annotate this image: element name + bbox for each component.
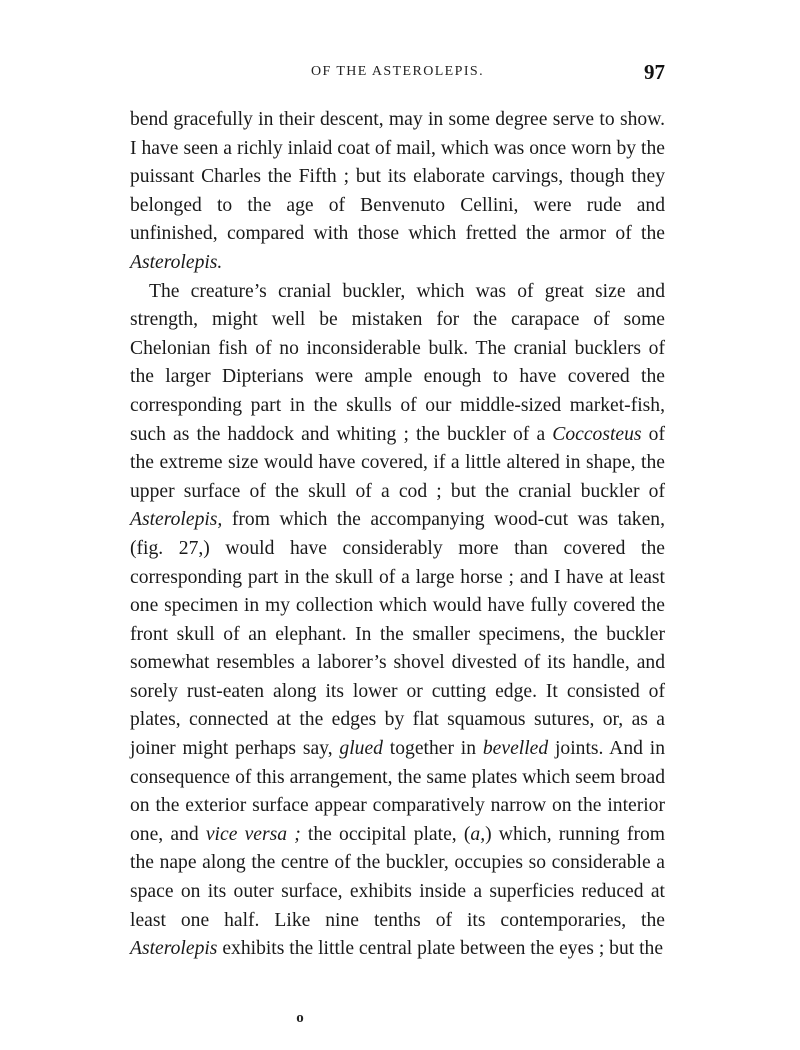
italic-text: a, — [470, 823, 486, 845]
text-run: ) which, running from the nape along the centre of the buckler, occupies so considerable a space on its outer surface, exhibits inside a superficies reduced at least one half. Like nine tenths of its contemporaries, the — [130, 823, 666, 931]
text-run: joints. And in consequence of this arrangement, the same plates which seem broad on the exterior surface appear comparatively narrow on the interior one, and — [130, 738, 665, 845]
italic-text: Coccosteus — [552, 423, 642, 445]
italic-text: Asterolepis. — [130, 251, 223, 273]
running-head: OF THE ASTEROLEPIS. — [311, 64, 484, 79]
text-run: bend gracefully in their descent, may in some degree serve to show. I have seen a richly inlaid coat of mail, which was once worn by the puissant Charles the Fifth ; but its elaborate carvings, though they belonged to the age of Benvenuto Cellini, were rude and unfinished, compared with those which fretted the armor of the — [130, 109, 665, 245]
text-run: from which the accompanying wood-cut was taken, (fig. 27,) would have considerably more than covered the corresponding part in the skull of a large horse ; and I have at least one specimen in my collection which would have fully covered the front skull of an elephant. In the smaller specimens, the buckler somewhat resembles a laborer’s shovel divested of its handle, and sorely rust-eaten along its lower or cutting edge. It consisted of plates, connected at the edges by flat squamous sutures, or, as a joiner might perhaps say, — [130, 509, 665, 760]
signature-mark: o — [296, 1010, 304, 1026]
text-run: of the extreme size would have covered, if a little altered in shape, the upper surface of the skull of a cod ; but the cranial buckler of — [130, 423, 665, 502]
text-run: The creature’s cranial buckler, which was of great size and strength, might well be mistaken for the carapace of some Chelonian fish of no inconsiderable bulk. The cranial bucklers of the larger Dipterians were ample enough to have covered the corresponding part in the skulls of our middle-sized market-fish, such as the haddock and whiting ; the buckler of a — [130, 280, 665, 445]
italic-text: vice versa ; — [205, 823, 301, 845]
body-text — [130, 106, 665, 964]
italic-text: glued — [339, 738, 383, 760]
paragraph — [130, 278, 665, 964]
page-header — [130, 60, 665, 90]
italic-text: bevelled — [482, 738, 549, 760]
text-run: the occipital plate, ( — [300, 823, 471, 845]
page-number: 97 — [644, 60, 665, 84]
italic-text: Asterolepis — [130, 938, 218, 960]
italic-text: Asterolepis, — [130, 509, 223, 531]
text-run: together in — [382, 738, 483, 760]
paragraph — [130, 106, 665, 278]
text-run: exhibits the little central plate between the eyes ; but the — [217, 938, 664, 960]
